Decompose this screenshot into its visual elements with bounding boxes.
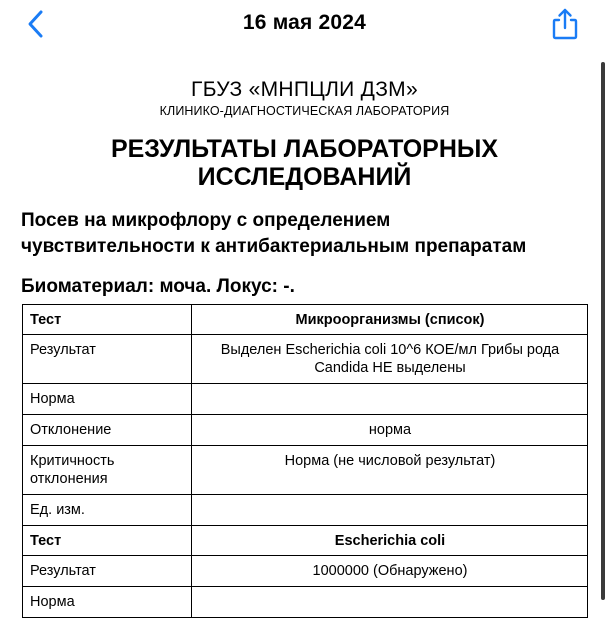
share-button[interactable]: [549, 7, 581, 41]
analysis-name: [21, 208, 591, 260]
table-cell-value: Микроорганизмы (список): [192, 305, 588, 335]
table-cell-label: Критичность отклонения: [23, 446, 192, 495]
table-cell-label: Результат: [23, 556, 192, 587]
biomaterial-info: Биоматериал: моча. Локус: -.: [21, 276, 295, 297]
organization-name: ГБУЗ «МНПЦЛИ ДЗМ»: [191, 78, 418, 101]
document-title: [0, 135, 609, 191]
laboratory-name: КЛИНИКО-ДИАГНОСТИЧЕСКАЯ ЛАБОРАТОРИЯ: [159, 104, 450, 118]
document-title-line-2: ИССЛЕДОВАНИЙ: [197, 163, 412, 191]
table-cell-value: Норма (не числовой результат): [192, 446, 588, 495]
table-header-row: [23, 526, 588, 556]
share-icon: [549, 7, 581, 41]
table-row: [23, 415, 588, 446]
table-row: [23, 446, 588, 495]
table-cell-value: [192, 587, 588, 618]
table-cell-label: Тест: [23, 526, 192, 556]
table-cell-value: 1000000 (Обнаружено): [192, 556, 588, 587]
table-cell-value: [192, 384, 588, 415]
table-row: [23, 495, 588, 526]
page-title: 16 мая 2024: [242, 11, 367, 34]
table-cell-value: норма: [192, 415, 588, 446]
table-row: [23, 335, 588, 384]
table-cell-label: Тест: [23, 305, 192, 335]
table-row: [23, 556, 588, 587]
analysis-name-line-1: Посев на микрофлору с определением: [21, 210, 391, 231]
table-row: [23, 384, 588, 415]
results-table: [22, 304, 588, 618]
table-header-row: [23, 305, 588, 335]
table-cell-label: Норма: [23, 587, 192, 618]
table-cell-label: Ед. изм.: [23, 495, 192, 526]
table-row: [23, 587, 588, 618]
table-cell-label: Норма: [23, 384, 192, 415]
table-cell-value: [192, 495, 588, 526]
analysis-name-line-2: чувствительности к антибактериальным препаратам: [21, 236, 527, 257]
table-cell-value: Выделен Escherichia coli 10^6 КОЕ/мл Грибы рода Candida НЕ выделены: [192, 335, 588, 384]
navigation-bar: [0, 0, 609, 48]
table-cell-value: Escherichia coli: [192, 526, 588, 556]
document-title-line-1: РЕЗУЛЬТАТЫ ЛАБОРАТОРНЫХ: [110, 135, 499, 163]
table-cell-label: Отклонение: [23, 415, 192, 446]
table-cell-label: Результат: [23, 335, 192, 384]
